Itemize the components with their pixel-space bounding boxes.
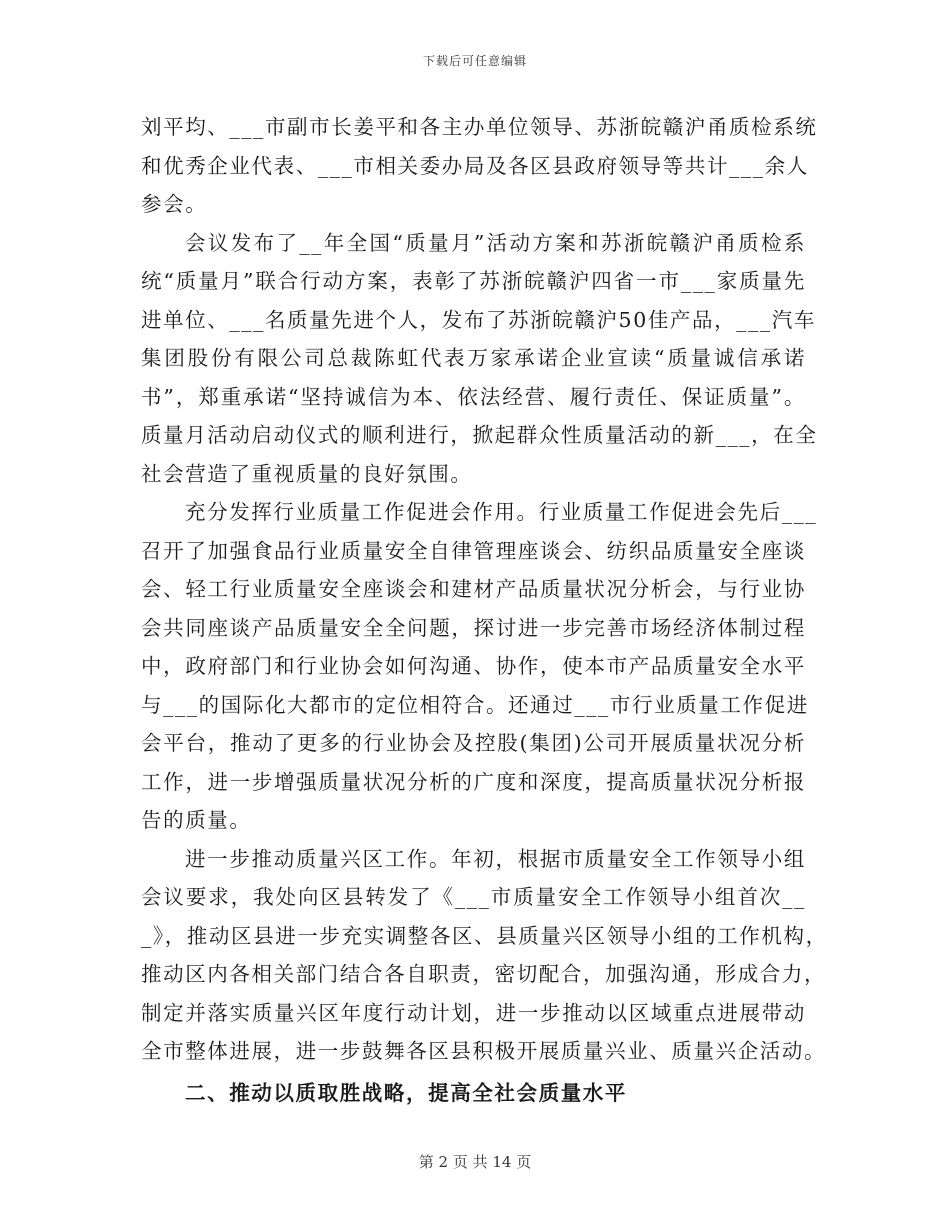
text-line: 会议发布了__年全国“质量月”活动方案和苏浙皖赣沪甬质检系 bbox=[185, 230, 806, 255]
text-line: 书”，郑重承诺“坚持诚信为本、依法经营、履行责任、保证质量”。 bbox=[141, 384, 806, 409]
text-line: 社会营造了重视质量的良好氛围。 bbox=[141, 461, 473, 486]
text-line: 制定并落实质量兴区年度行动计划，进一步推动以区域重点进展带动 bbox=[141, 1000, 806, 1025]
text-line: 工作，进一步增强质量状况分析的广度和深度，提高质量状况分析报 bbox=[141, 769, 806, 794]
text-line: 会共同座谈产品质量安全全问题，探讨进一步完善市场经济体制过程 bbox=[141, 615, 806, 640]
text-line: 和优秀企业代表、___市相关委办局及各区县政府领导等共计___余人 bbox=[141, 153, 809, 178]
paragraph-2 bbox=[141, 224, 818, 494]
text-line: 集团股份有限公司总裁陈虹代表万家承诺企业宣读“质量诚信承诺 bbox=[141, 346, 806, 370]
page-number: 第 2 页 共 14 页 bbox=[418, 1153, 532, 1171]
text-line: 会、轻工行业质量安全座谈会和建材产品质量状况分析会，与行业协 bbox=[141, 577, 806, 601]
text-line: 与___的国际化大都市的定位相符合。还通过___市行业质量工作促进 bbox=[141, 692, 809, 717]
text-line: 会议要求，我处向区县转发了《___市质量安全工作领导小组首次__ bbox=[141, 885, 806, 909]
text-line: 质量月活动启动仪式的顺利进行，掀起群众性质量活动的新___，在全 bbox=[141, 423, 818, 447]
paragraph-1 bbox=[141, 108, 818, 224]
text-line: 中，政府部门和行业协会如何沟通、协作，使本市产品质量安全水平 bbox=[141, 654, 806, 678]
text-line: 统“质量月”联合行动方案，表彰了苏浙皖赣沪四省一市___家质量先 bbox=[141, 269, 806, 293]
paragraph-4 bbox=[141, 840, 828, 1071]
text-line: 全市整体进展，进一步鼓舞各区县积极开展质量兴业、质量兴企活动。 bbox=[141, 1039, 827, 1063]
page-header: 下载后可任意编辑 bbox=[422, 54, 527, 68]
text-line: 进一步推动质量兴区工作。年初，根据市质量安全工作领导小组 bbox=[185, 846, 806, 871]
text-line: 告的质量。 bbox=[141, 808, 252, 832]
text-line: 推动区内各相关部门结合各自职责，密切配合，加强沟通，形成合力， bbox=[141, 962, 827, 986]
paragraph-3 bbox=[141, 493, 818, 840]
text-line: 参会。 bbox=[141, 192, 208, 216]
text-line: 进单位、___名质量先进个人，发布了苏浙皖赣沪50佳产品，___汽车 bbox=[141, 307, 816, 332]
text-line: _》，推动区县进一步充实调整各区、县质量兴区领导小组的工作机构， bbox=[141, 923, 828, 948]
text-line: 充分发挥行业质量工作促进会作用。行业质量工作促进会先后___ bbox=[185, 500, 818, 524]
text-line: 会平台，推动了更多的行业协会及控股(集团)公司开展质量状况分析 bbox=[141, 731, 806, 755]
document-body bbox=[141, 108, 828, 1113]
text-line: 召开了加强食品行业质量安全自律管理座谈会、纺织品质量安全座谈 bbox=[141, 538, 806, 563]
section-heading: 二、推动以质取胜战略，提高全社会质量水平 bbox=[185, 1080, 627, 1105]
text-line: 刘平均、___市副市长姜平和各主办单位领导、苏浙皖赣沪甬质检系统 bbox=[141, 115, 818, 139]
